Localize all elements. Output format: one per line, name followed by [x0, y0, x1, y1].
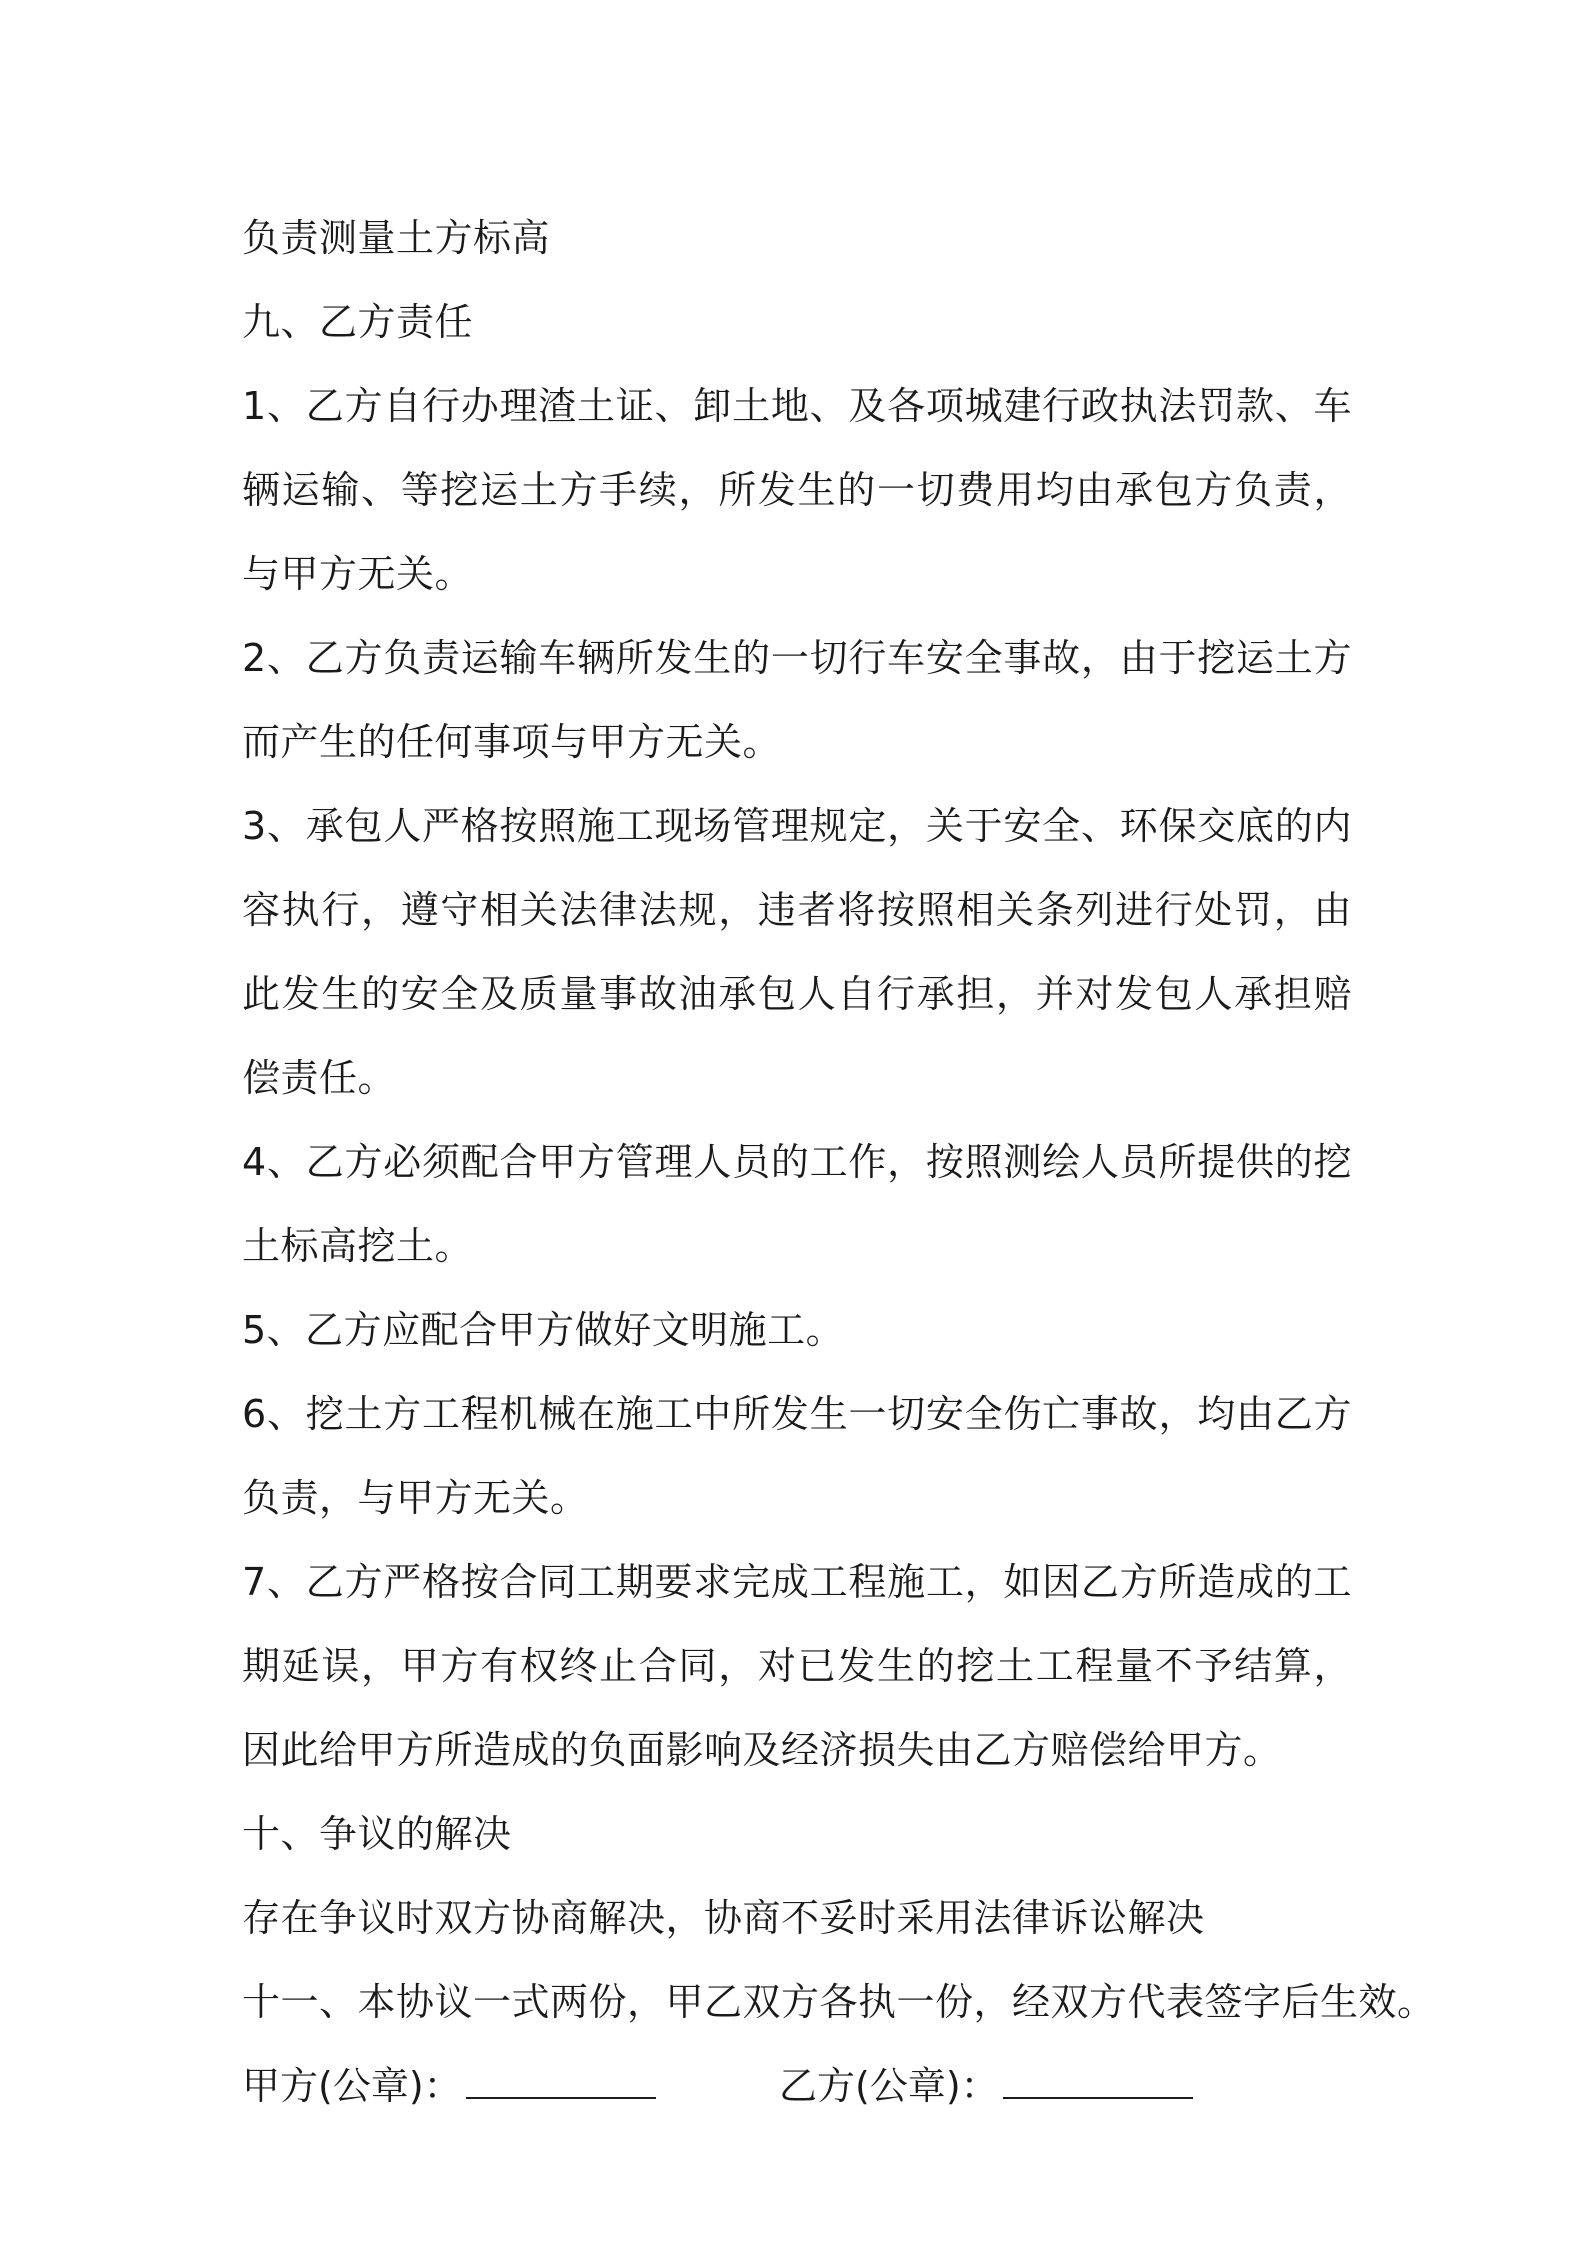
clause-6: 6、挖土方工程机械在施工中所发生一切安全伤亡事故，均由乙方负责，与甲方无关。	[242, 1392, 1352, 1520]
clause-3: 3、承包人严格按照施工现场管理规定，关于安全、环保交底的内容执行，遵守相关法律法规，违者将按照相关条列进行处罚，由此发生的安全及质量事故油承包人自行承担，并对发包人承担赔偿责任。	[242, 804, 1352, 1100]
contract-page	[242, 196, 1436, 2128]
party-b-signature-blank[interactable]	[1003, 2067, 1193, 2099]
section-10-heading: 十、争议的解决	[242, 1812, 512, 1856]
party-b-signature	[779, 2044, 1193, 2128]
section-11-text: 十一、本协议一式两份，甲乙双方各执一份，经双方代表签字后生效。	[242, 1980, 1436, 2024]
intro-line: 负责测量土方标高	[242, 216, 551, 260]
party-a-signature	[242, 2044, 779, 2128]
clause-4: 4、乙方必须配合甲方管理人员的工作，按照测绘人员所提供的挖土标高挖土。	[242, 1140, 1352, 1268]
section-10-text: 存在争议时双方协商解决，协商不妥时采用法律诉讼解决	[242, 1896, 1205, 1940]
party-a-label: 甲方(公章)：	[242, 2064, 462, 2108]
party-a-signature-blank[interactable]	[466, 2067, 656, 2099]
clause-7: 7、乙方严格按合同工期要求完成工程施工，如因乙方所造成的工期延误，甲方有权终止合同，对已发生的挖土工程量不予结算，因此给甲方所造成的负面影响及经济损失由乙方赔偿给甲方。	[242, 1560, 1352, 1772]
section-9-heading: 九、乙方责任	[242, 300, 474, 344]
party-b-label: 乙方(公章)：	[779, 2064, 999, 2108]
clause-2: 2、乙方负责运输车辆所发生的一切行车安全事故，由于挖运土方而产生的任何事项与甲方无关。	[242, 636, 1352, 764]
signature-row	[242, 2044, 1352, 2128]
clause-1: 1、乙方自行办理渣土证、卸土地、及各项城建行政执法罚款、车辆运输、等挖运土方手续，所发生的一切费用均由承包方负责，与甲方无关。	[242, 384, 1352, 596]
clause-5: 5、乙方应配合甲方做好文明施工。	[242, 1308, 845, 1352]
